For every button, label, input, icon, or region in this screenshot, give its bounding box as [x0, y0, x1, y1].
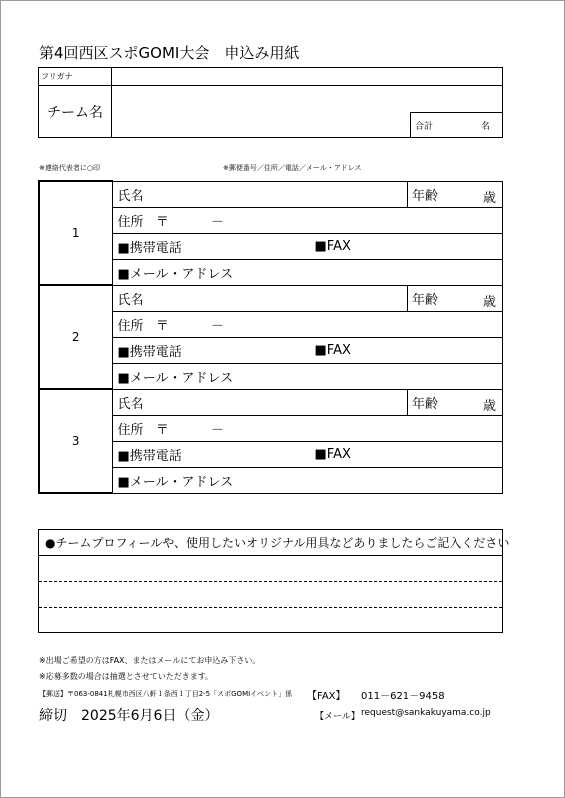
team-name-field[interactable] — [112, 86, 503, 138]
team-info-table — [38, 67, 503, 138]
age-unit: 歳 — [482, 294, 496, 310]
contact-info-note: ※郵便番号／住所／電話／メール・アドレス — [223, 164, 362, 172]
name-label: 氏名 — [117, 188, 144, 204]
lottery-note: ※応募多数の場合は抽選とさせていただきます。 — [39, 672, 214, 681]
member-number: 2 — [39, 285, 112, 389]
member-address-field[interactable] — [112, 311, 503, 337]
member-name-field[interactable] — [112, 181, 408, 207]
member-address-field[interactable] — [112, 207, 503, 233]
fax-label: ■FAX — [314, 342, 351, 358]
address-label: 住所 — [117, 214, 144, 230]
member-number: 1 — [39, 181, 112, 285]
postal-mark: 〒 — [155, 214, 169, 230]
member-email-field[interactable] — [112, 259, 503, 285]
name-label: 氏名 — [117, 292, 144, 308]
postal-dash: － — [210, 422, 224, 438]
member-address-field[interactable] — [112, 415, 503, 441]
fax-number: 011－621－9458 — [361, 691, 445, 702]
email-label: ■メール・アドレス — [117, 370, 234, 386]
postal-dash: － — [210, 214, 224, 230]
mail-address: 【郵送】〒063-0841札幌市西区八軒１条西１丁目2-5「スポGOMIイベント」係 — [39, 690, 293, 698]
member-phone-field[interactable] — [112, 233, 503, 259]
team-profile-line[interactable] — [39, 556, 502, 582]
email-label: ■メール・アドレス — [117, 266, 234, 282]
age-label: 年齢 — [412, 396, 439, 412]
address-label: 住所 — [117, 422, 144, 438]
member-email-field[interactable] — [112, 467, 503, 493]
phone-label: ■携帯電話 — [117, 448, 182, 464]
member-name-field[interactable] — [112, 285, 408, 311]
team-profile-heading: ●チームプロフィールや、使用したいオリジナル用具などありましたらご記入ください — [39, 530, 502, 556]
member-age-field[interactable] — [408, 285, 503, 311]
member-phone-field[interactable] — [112, 441, 503, 467]
email-address[interactable]: request@sankakuyama.co.jp — [361, 708, 491, 718]
application-note: ※出場ご希望の方はFAX、またはメールにてお申込み下さい。 — [39, 656, 261, 665]
team-name-label: チーム名 — [39, 86, 112, 138]
fax-label: ■FAX — [314, 238, 351, 254]
member-age-field[interactable] — [408, 389, 503, 415]
member-table-2 — [38, 284, 503, 390]
representative-note: ※連絡代表者に○印 — [39, 164, 100, 172]
fax-label: ■FAX — [314, 446, 351, 462]
team-profile-box — [38, 529, 510, 633]
member-phone-field[interactable] — [112, 337, 503, 363]
member-table-1 — [38, 180, 503, 286]
furigana-label: フリガナ — [39, 68, 112, 86]
postal-dash: － — [210, 318, 224, 334]
member-number: 3 — [39, 389, 112, 493]
phone-label: ■携帯電話 — [117, 344, 182, 360]
form-title: 第4回西区スポGOMI大会 申込み用紙 — [39, 44, 300, 62]
total-count-field[interactable] — [410, 112, 503, 138]
phone-label: ■携帯電話 — [117, 240, 182, 256]
furigana-field[interactable] — [112, 68, 503, 86]
postal-mark: 〒 — [155, 422, 169, 438]
deadline: 締切 2025年6月6日（金） — [39, 708, 219, 724]
fax-contact-label: 【FAX】 — [307, 691, 346, 702]
team-profile-line[interactable] — [39, 582, 502, 608]
total-unit: 名 — [480, 122, 490, 132]
age-unit: 歳 — [482, 398, 496, 414]
age-label: 年齢 — [412, 188, 439, 204]
member-name-field[interactable] — [112, 389, 408, 415]
postal-mark: 〒 — [155, 318, 169, 334]
member-age-field[interactable] — [408, 181, 503, 207]
team-profile-line[interactable] — [39, 608, 502, 634]
total-label: 合計 — [415, 122, 434, 132]
address-label: 住所 — [117, 318, 144, 334]
age-label: 年齢 — [412, 292, 439, 308]
member-table-3 — [38, 388, 503, 494]
age-unit: 歳 — [482, 190, 496, 206]
name-label: 氏名 — [117, 396, 144, 412]
member-email-field[interactable] — [112, 363, 503, 389]
email-label: ■メール・アドレス — [117, 474, 234, 490]
email-contact-label: 【メール】 — [315, 712, 360, 722]
